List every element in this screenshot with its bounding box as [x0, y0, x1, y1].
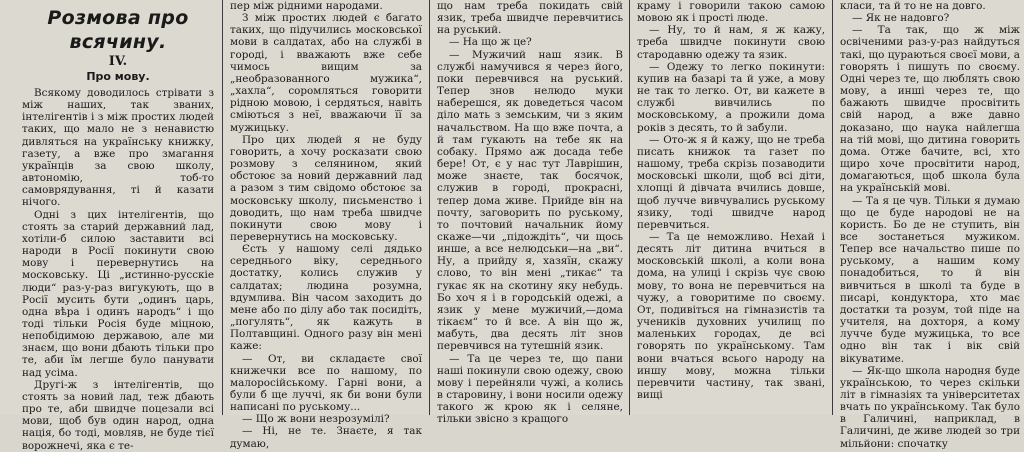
paragraph: — Одежу то легко покинути: купив на базарі та й уже, а мову не так то легко. От, ви кажете в службі вивчились по московському, а прожили дома років з десять, то й забули.	[637, 60, 825, 134]
paragraph: — Та це через те, що пани наші покинули свою одежу, свою мову і перейняли чужі, а колись в старовину, і вони носили одежу такого ж крою як і селяне, тільки звісно з кращого	[437, 352, 623, 426]
paragraph: класи, та й то не на довго.	[840, 0, 986, 12]
column-5-text	[840, 0, 1020, 450]
article-title: Розмова про всячину.	[47, 7, 189, 53]
column-rule	[429, 0, 430, 415]
paragraph: — Та так, що ж між освіченими раз-у-раз найдуться такі, що цураються своєї мови, а говорять і пишуть по своєму. Одні через те, що люблять свою мову, а инші через те, що бажають швидче просвітить свій народ, а вже давно доказано, що наука найлегша на тій мові, що дитина говорить дома. Отже бачите, всі, хто щиро хоче просвітити народ, домагаються, щоб школа була на українській мові.	[840, 24, 1020, 195]
article-part-number: IV.	[108, 54, 128, 69]
column-rule	[832, 0, 833, 415]
column-1-text	[22, 87, 214, 452]
column-1	[18, 0, 218, 452]
paragraph: — Як не надовго?	[852, 12, 950, 25]
paragraph: — Що ж вони незрозумілі?	[242, 413, 390, 426]
column-3-text	[437, 0, 623, 425]
paragraph: — Ні, не те. Знаєте, я так думаю,	[230, 425, 422, 450]
paragraph: — Мужичий наш язик. В службі намучився я через його, поки перевчився на руський. Тепер знов нелюдо муки наберешся, як доведеться часом діло мать з земським, чи з яким начальством. На що вже почта, а й там гукають на тебе як на собаку. Прямо аж досада тебе бере! От, є у нас тут Лаврішин, може знаєте, так босячок, служив в городі, прокрасні, тепер дома живе. Прийде він на почту, заговорить по руському, то почтовий начальник йому скаже—чи „підождіть“, чи щось инше, а все нелюдськи—на „ви“. Ну, а прийду я, хазяїн, скажу слово, то він мені „тикає“ та гукає як на скотину яку небудь. Бо хоч я і в городській одежі, а язик у мене мужичий,—дома тікаєм“ то й все. А він що ж, мабуть, два десять літ знов перевчився на тутешній язик.	[437, 48, 623, 353]
paragraph: Всякому доводилось стрівати з між наших, так званих, інтелігентів і з між простих людей таких, що мало не з ненавистю дивляться на українську книжку, газету, а вже про змагання українців за свою школу, автономію, тоб-то самоврядування, ті й казати нічого.	[22, 87, 214, 209]
paragraph: — Ото-ж я й кажу, що не треба писать книжок та газет по нашому, треба скрізь позаводити московські школи, щоб всі діти, хлопці й дівчата вчились довше, щоб лучче вивчувались руському язику, тоді швидче народ перевчиться.	[637, 133, 825, 231]
paragraph: — На що ж це?	[449, 36, 532, 49]
column-3	[433, 0, 627, 426]
paragraph: Єсть у нашому селі дядько середнього віку, середнього достатку, колись служив у салдатах; людина розумна, вдумлива. Він часом заходить до мене або по ділу або так посидіть, „погулять“, як кажуть в Полтавщині. Одного разу він мені каже:	[230, 243, 422, 353]
paragraph: пер між рідними народами.	[230, 0, 383, 12]
paragraph: краму і говорили такою самою мовою як і прості люде.	[637, 0, 825, 25]
column-4	[633, 0, 829, 415]
column-4-text	[637, 0, 825, 401]
paragraph: — От, ви складаєте свої книжечки все по нашому, по малоросійському. Гарні вони, а були б ще луччі, як би вони були написані по руському...	[230, 352, 422, 414]
column-2-text	[230, 0, 422, 450]
paragraph: З між простих людей є багато таких, що підучились московської мови в салдатах, або на службі в городі, і вважають вже себе чимось вищим за „необразованного мужика“, „хахла“, соромляться говорити рідною мовою, і сердяться, навіть сміються з неї, вважаючи її за мужицьку.	[230, 12, 422, 134]
column-5	[836, 0, 1024, 450]
paragraph: що нам треба покидать свій язик, треба швидче перевчитись на руський.	[437, 0, 623, 37]
column-rule	[629, 0, 630, 415]
paragraph: — Ну, то й нам, я ж кажу, треба швидче покинути свою стародавню одежу та язик.	[637, 24, 825, 61]
paragraph: — Та я це чув. Тільки я думаю що це буде народові не на користь. Бо де не ступить, він все зостанеться мужиком. Тепер все начальство пише по руському, а нашим кому понадобиться, то й він вивчиться в школі та буде в писарі, кондуктора, хто має достатки та розум, той піде на учителя, на дохторя, а кому лучче буде мужицька, то все одно він так і вік свій вікуватиме.	[840, 194, 1020, 365]
paragraph: — Та це неможливо. Нехай і десять літ дитина вчиться в московській школі, а коли вона дома, на улиці і скрізь чує свою мову, то вона не перевчиться на чужу, а говоритиме по своєму. От, подивіться на гімназистів та учеників духовних училищ по маленьких городах, де всі говорять по українському. Там вони вчаться всього народу на иншу мову, можна тільки перевчити частину, так звані, вищі	[637, 230, 825, 401]
article-subtitle: Про мову.	[86, 70, 150, 83]
paragraph: Одні з цих інтелігентів, що стоять за старий державний лад, хотіли-б силою заставити всі народи в Росії покинути свою мову і перевернутись на московську. Ці „истинно-русскіе люди“ раз-у-раз вигукують, що в Росії мусить бути „одинъ царь, одна вѣра і одинъ народъ“ і що тоді тільки Росія буде міцною, непобідимою державою, але ми знаєм, що вони дбають тільки про те, аби їм легше було панувати над усіма.	[22, 208, 214, 379]
column-rule	[222, 0, 223, 415]
column-2	[226, 0, 426, 450]
paragraph: Другі-ж з інтелігентів, що стоять за новий лад, теж дбають про те, аби швидче поцезали всі мови, щоб був один народ, одна нація, бо тоді, мовляв, не буде тієї ворожнечі, яка є те-	[22, 378, 214, 452]
paragraph: — Як-що школа народня буде українською, то через скільки літ в гімназіях та університетах вчать по українському. Так було в Галичині, наприклад, в Галичині, де живе людей зо три мільйони: спочатку	[840, 364, 1020, 450]
paragraph: Про цих людей я не буду говорить, а хочу росказати свою розмову з селянином, який обстоює за новий державний лад а разом з тим свідомо обстоює за московську школу, письменство і доводить, що нам треба швидче покинути свою мову і перевернутись на московську.	[230, 133, 422, 243]
